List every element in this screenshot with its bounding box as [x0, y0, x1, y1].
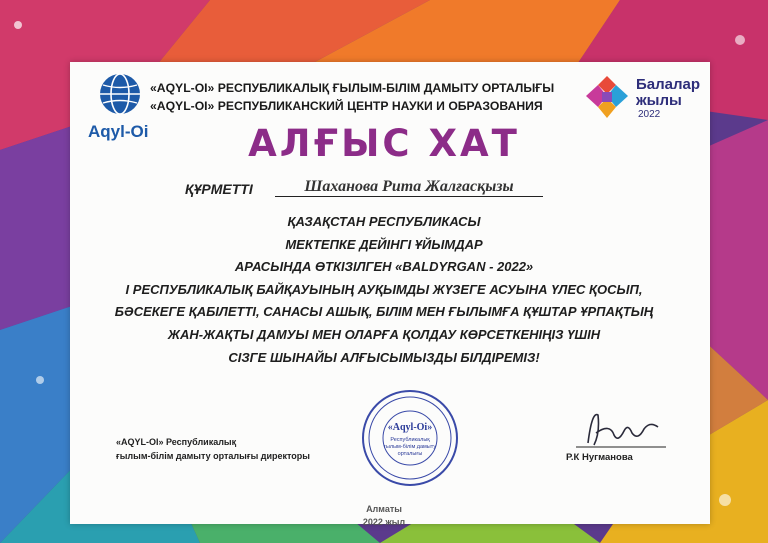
body-line: МЕКТЕПКЕ ДЕЙІНГІ ҰЙЫМДАР — [285, 236, 483, 252]
addressee-label: ҚҰРМЕТТІ — [185, 181, 253, 197]
director-line2: ғылым-білім дамыту орталығы директоры — [116, 451, 310, 461]
year-logo-line2: жылы — [636, 92, 682, 109]
header-organization — [150, 79, 590, 115]
stamp-center-text: «Aqyl-Oi» — [387, 422, 433, 433]
director-title — [116, 435, 310, 463]
director-line1: «AQYL-OI» Республикалық — [116, 437, 237, 447]
certificate-title: АЛҒЫС ХАТ — [248, 122, 520, 165]
flower-icon — [582, 72, 632, 124]
header-line-kazakh: «AQYL-OI» РЕСПУБЛИКАЛЫҚ ҒЫЛЫМ-БІЛІМ ДАМЫТУ ОРТАЛЫҒЫ — [150, 81, 555, 95]
signature — [570, 403, 670, 451]
logo-text: Aqyl-Oi — [88, 122, 149, 141]
signer-name: Р.К Нугманова — [566, 452, 633, 463]
body-line: ҚАЗАҚСТАН РЕСПУБЛИКАСЫ — [287, 214, 481, 229]
stamp-inner-line3: орталығы — [397, 451, 423, 457]
body-line: СІЗГЕ ШЫНАЙЫ АЛҒЫСЫМЫЗДЫ БІЛДІРЕМІЗ! — [228, 349, 540, 365]
stamp-inner-line1: Республикалық — [390, 437, 430, 443]
place-text: Алматы — [366, 504, 402, 514]
body-line: БӘСЕКЕГЕ ҚАБІЛЕТТІ, САНАСЫ АШЫҚ, БІЛІМ МЕН ҒЫЛЫМҒА ҚҰШТАР ҰРПАҚТЫҢ — [114, 304, 654, 320]
official-stamp — [360, 388, 460, 488]
header-line-russian: «AQYL-OI» РЕСПУБЛИКАНСКИЙ ЦЕНТР НАУКИ И ОБРАЗОВАНИЯ — [150, 99, 543, 113]
year-logo-year: 2022 — [638, 109, 661, 120]
body-line: АРАСЫНДА ӨТКІЗІЛГЕН «BALDYRGAN - 2022» — [234, 259, 534, 275]
place-and-date — [0, 503, 768, 529]
stamp-inner-line2: ғылым-білім дамыту — [383, 444, 437, 450]
certificate-body — [60, 211, 708, 369]
year-logo-line1: Балалар — [636, 76, 701, 93]
addressee-name: Шаханова Рита Жалғасқызы — [275, 178, 543, 197]
body-line: ЖАН-ЖАҚТЫ ДАМУЫ МЕН ОЛАРҒА ҚОЛДАУ КӨРСЕТКЕНІҢІЗ ҮШІН — [167, 326, 601, 342]
globe-icon — [98, 72, 142, 116]
date-text: 2022 жыл — [362, 517, 406, 527]
body-line: І РЕСПУБЛИКАЛЫҚ БАЙҚАУЫНЫҢ АУҚЫМДЫ ЖҮЗЕГЕ АСУЫНА ҮЛЕС ҚОСЫП, — [125, 281, 643, 297]
